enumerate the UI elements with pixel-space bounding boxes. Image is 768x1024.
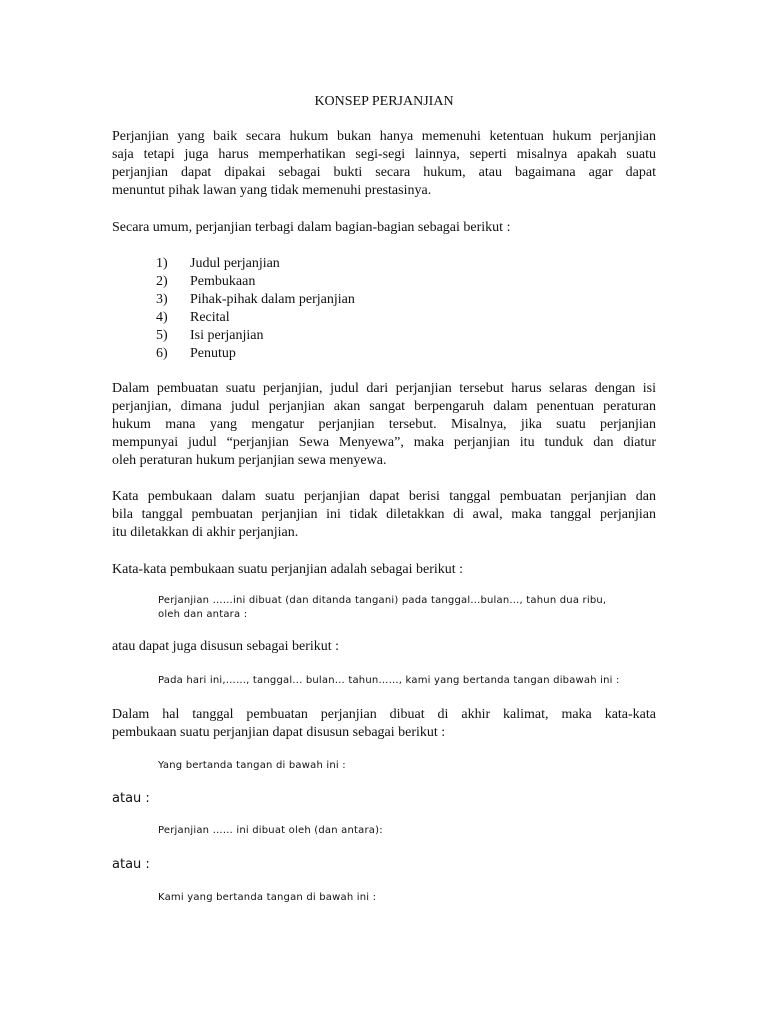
list-number: 5) [156,328,168,343]
list-number: 4) [156,310,168,325]
or-label-2: atau : [112,857,150,872]
list-number: 2) [156,274,168,289]
list-number: 1) [156,256,168,271]
opening-words-intro: Kata-kata pembukaan suatu perjanjian adalah sebagai berikut : [112,562,464,577]
list-label: Pihak-pihak dalam perjanjian [190,292,355,307]
paragraph-line: mempunyai judul “perjanjian Sewa Menyewa”, maka perjanjian itu tunduk dan diatur [112,435,656,450]
example-opening-1 [158,594,658,622]
paragraph-line: hukum mana yang mengatur perjanjian tersebut. Misalnya, jika suatu perjanjian [112,417,656,432]
list-number: 6) [156,346,168,361]
example-opening-2: Pada hari ini,……, tanggal... bulan… tahun……, kami yang bertanda tangan dibawah ini : [158,675,620,686]
example-opening-4: Perjanjian …… ini dibuat oleh (dan antara): [158,825,383,836]
example-line: oleh dan antara : [158,609,248,620]
example-line: Perjanjian ……ini dibuat (dan ditanda tangani) pada tanggal...bulan..., tahun dua ribu, [158,595,607,606]
paragraph-line: Dalam hal tanggal pembuatan perjanjian dibuat di akhir kalimat, maka kata-kata [112,707,656,722]
list-item [156,345,355,363]
list-item [156,291,355,309]
intro-line: Perjanjian yang baik secara hukum bukan hanya memenuhi ketentuan hukum perjanjian [112,129,656,144]
paragraph-line: Kata pembukaan dalam suatu perjanjian dapat berisi tanggal pembuatan perjanjian dan [112,489,656,504]
document-title: KONSEP PERJANJIAN [314,94,454,109]
parts-list [156,255,355,363]
list-item [156,309,355,327]
title-paragraph [112,380,656,470]
paragraph-line: pembukaan suatu perjanjian dapat disusun sebagai berikut : [112,725,446,740]
list-label: Penutup [190,346,236,361]
list-label: Judul perjanjian [190,256,280,271]
intro-paragraph [112,128,656,200]
intro-line: perjanjian dapat dipakai sebagai bukti secara hukum, atau bagaimana agar dapat [112,165,656,180]
paragraph-line: bila tanggal pembuatan perjanjian ini tidak diletakkan di awal, maka tanggal perjanjian [112,507,656,522]
alt-intro: atau dapat juga disusun sebagai berikut : [112,639,340,654]
paragraph-line: oleh peraturan hukum perjanjian sewa menyewa. [112,453,387,468]
opening-paragraph [112,488,656,542]
paragraph-line: perjanjian, dimana judul perjanjian akan sangat berpengaruh dalam penentuan peraturan [112,399,656,414]
paragraph-line: itu diletakkan di akhir perjanjian. [112,525,299,540]
list-number: 3) [156,292,168,307]
intro-line: menuntut pihak lawan yang tidak memenuhi prestasinya. [112,183,432,198]
or-label-1: atau : [112,791,150,806]
list-label: Isi perjanjian [190,328,264,343]
intro-line: saja tetapi juga harus memperhatikan segi-segi lainnya, seperti misalnya apakah suatu [112,147,656,162]
parts-intro: Secara umum, perjanjian terbagi dalam bagian-bagian sebagai berikut : [112,220,511,235]
list-item [156,327,355,345]
end-date-paragraph [112,706,656,742]
list-label: Recital [190,310,230,325]
example-opening-5: Kami yang bertanda tangan di bawah ini : [158,892,377,903]
list-item [156,255,355,273]
example-opening-3: Yang bertanda tangan di bawah ini : [158,760,346,771]
paragraph-line: Dalam pembuatan suatu perjanjian, judul dari perjanjian tersebut harus selaras dengan isi [112,381,656,396]
list-label: Pembukaan [190,274,256,289]
list-item [156,273,355,291]
